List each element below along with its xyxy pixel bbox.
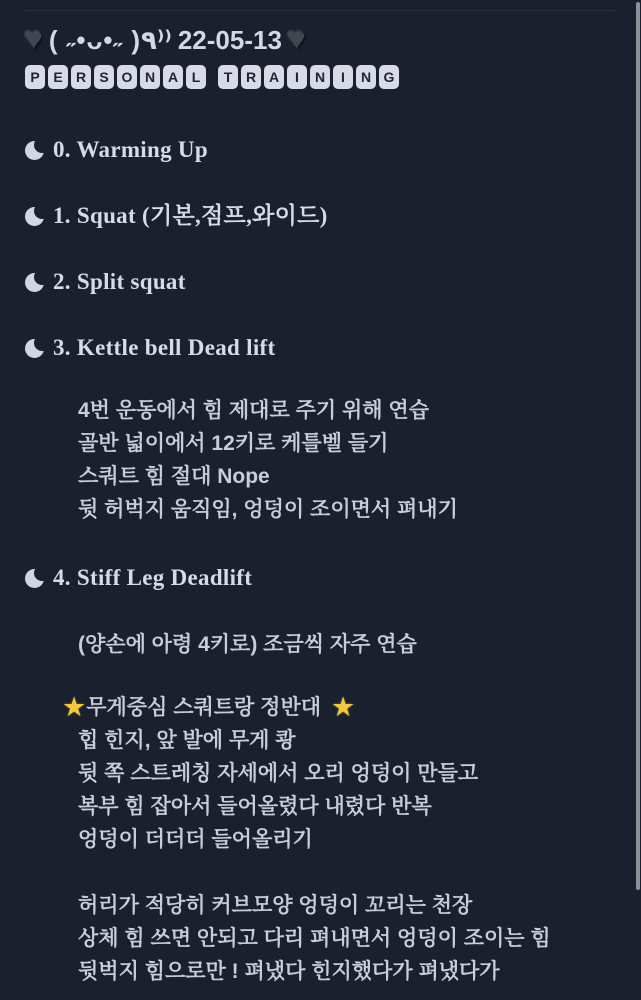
note-line: 복부 힘 잡아서 들어올렸다 내렸다 반복 [78,795,432,818]
highlight-text: 무게중심 스쿼트랑 정반대 [86,696,322,719]
note-title [25,0,616,58]
personal-training-badge [25,65,616,89]
note-line: 뒷벅지 힘으로만 ! 펴냈다 힌지했다가 펴냈다가 [78,960,500,983]
badge-letter: S [94,65,114,89]
note-line: (양손에 아령 4키로) 조금씩 자주 연습 [78,633,417,656]
badge-letter: T [218,65,238,89]
crescent-moon-icon [25,141,44,160]
star-icon: ★ [62,692,87,722]
star-icon: ★ [331,692,356,722]
exercise-label: 3. Kettle bell Dead lift [53,335,276,360]
note-line: 엉덩이 더더더 들어올리기 [78,828,313,851]
note-line: 골반 넓이에서 12키로 케틀벨 들기 [78,432,389,455]
note-line: 허리가 적당히 커브모양 엉덩이 꼬리는 천장 [78,894,473,917]
note-line: 뒷 쪽 스트레칭 자세에서 오리 엉덩이 만들고 [78,762,479,785]
note-line: 4번 운동에서 힘 제대로 주기 위해 연습 [78,399,429,422]
kettlebell-notes [25,394,616,526]
badge-letter: A [163,65,183,89]
badge-letter: N [310,65,330,89]
kaomoji-text: ( ˶•ᴗ•˶ )٩⁾⁾ [48,25,172,55]
top-separator [25,10,615,11]
crescent-moon-icon [25,339,44,358]
badge-letter: G [379,65,399,89]
exercise-label: 1. Squat (기본,점프,와이드) [53,203,328,228]
exercise-label: 2. Split squat [53,269,186,294]
badge-letter: I [333,65,353,89]
badge-letter: P [25,65,45,89]
exercise-heading-0 [25,135,616,165]
exercise-heading-1 [25,201,616,231]
black-heart-icon: ♥ [287,23,306,56]
exercise-label: 0. Warming Up [53,137,208,162]
exercise-heading-2 [25,267,616,297]
badge-letter: A [264,65,284,89]
badge-letter: L [186,65,206,89]
badge-letter: I [287,65,307,89]
badge-letter: N [140,65,160,89]
note-line: 스쿼트 힘 절대 Nope [78,465,270,488]
badge-letter: N [356,65,376,89]
black-heart-icon: ♥ [25,23,43,56]
stiff-leg-tips [25,691,616,856]
note-line: 상체 힘 쓰면 안되고 다리 펴내면서 엉덩이 조이는 힘 [78,927,551,950]
badge-letter: E [48,65,68,89]
scrollbar-thumb[interactable] [636,2,640,890]
badge-letter: R [71,65,91,89]
crescent-moon-icon [25,273,44,292]
badge-letter: O [117,65,137,89]
crescent-moon-icon [25,207,44,226]
note-line: 뒷 허벅지 움직임, 엉덩이 조이면서 펴내기 [78,498,458,521]
badge-letter: R [241,65,261,89]
exercise-label: 4. Stiff Leg Deadlift [53,565,253,590]
exercise-heading-3 [25,333,616,363]
stiff-leg-tips-2 [25,889,616,988]
highlight-line [62,691,616,724]
crescent-moon-icon [25,569,44,588]
stiff-leg-intro [25,628,616,661]
note-date: 22-05-13 [177,25,282,55]
exercise-heading-4 [25,563,616,593]
note-line: 힙 힌지, 앞 발에 무게 쾅 [78,729,296,752]
